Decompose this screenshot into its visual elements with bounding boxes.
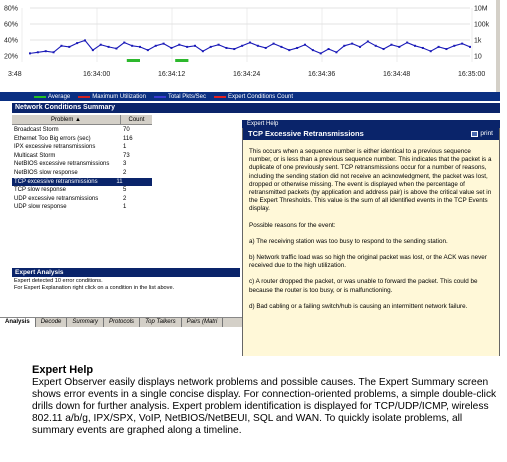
average-point xyxy=(430,50,432,52)
average-point xyxy=(108,46,110,48)
expert-analysis-line: For Expert Explanation right click on a condition in the list above. xyxy=(14,285,175,291)
table-row[interactable] xyxy=(12,160,240,169)
expert-help-header xyxy=(243,128,499,140)
table-row[interactable] xyxy=(12,143,240,152)
caption xyxy=(32,364,502,437)
expert-help-window-title: Expert Help xyxy=(242,120,500,128)
average-point xyxy=(92,49,94,51)
count-cell: 3 xyxy=(123,161,127,168)
average-point xyxy=(155,45,157,47)
average-point xyxy=(37,51,39,53)
summary-table-body xyxy=(12,126,240,212)
average-point xyxy=(367,40,369,42)
average-point xyxy=(123,42,125,44)
average-point xyxy=(257,45,259,47)
legend-item xyxy=(78,94,146,100)
tab-summary[interactable]: Summary xyxy=(67,318,104,327)
table-row[interactable] xyxy=(12,169,240,178)
average-point xyxy=(445,48,447,50)
expert-analysis-title: Expert Analysis xyxy=(12,268,240,277)
tab-protocols[interactable]: Protocols xyxy=(104,318,140,327)
average-point xyxy=(218,44,220,46)
legend-label: Average xyxy=(48,93,71,100)
legend-swatch xyxy=(154,96,166,98)
network-conditions-summary-title: Network Conditions Summary xyxy=(12,103,500,113)
table-row[interactable] xyxy=(12,203,240,212)
help-paragraph: b) Network traffic load was so high the original packet was lost, or the ACK was never received due to the high utilization. xyxy=(249,254,487,270)
average-point xyxy=(280,46,282,48)
print-icon xyxy=(471,131,478,137)
chart-legend xyxy=(0,92,500,101)
y-right-tick-label: 1k xyxy=(474,37,482,45)
problem-cell: Ethernet Too Big errors (sec) xyxy=(14,135,91,142)
average-point xyxy=(202,50,204,52)
average-point xyxy=(335,51,337,53)
average-point xyxy=(296,47,298,49)
count-cell: 116 xyxy=(123,135,133,142)
average-point xyxy=(76,42,78,44)
problem-cell: UDP slow response xyxy=(14,204,67,211)
y-tick-label: 40% xyxy=(4,37,19,45)
caption-heading: Expert Help xyxy=(32,364,94,376)
problem-column-header[interactable]: Problem ▲ xyxy=(12,115,121,124)
caption-body: Expert Observer easily displays network problems and possible causes. The Expert Summary screen shows error events in a single concise display. For connection-oriented problems, a simple double-click drills down for further analysis. Expert problem identification is displayed for TCP/UDP/ICMP, wireless 802.11 a/b/g, IPX/SPX, VoIP, NetBIOS/NetBEUI, SQL and WAN. To quickly isolate problems, all summary events are graphed along a timeline. xyxy=(32,377,497,436)
legend-swatch xyxy=(34,96,46,98)
average-point xyxy=(461,43,463,45)
average-point xyxy=(273,43,275,45)
summary-table-header xyxy=(12,115,152,125)
count-cell: 73 xyxy=(123,152,130,159)
x-tick-label: 3:48 xyxy=(8,71,22,78)
average-point xyxy=(53,51,55,53)
x-tick-label: 16:34:24 xyxy=(233,71,261,78)
legend-label: Maximum Utilization xyxy=(92,93,146,100)
average-point xyxy=(115,48,117,50)
y-right-tick-label: 10M xyxy=(474,5,488,13)
legend-swatch xyxy=(214,96,226,98)
expert-condition-marker xyxy=(127,59,140,62)
average-point xyxy=(29,52,31,54)
average-point xyxy=(170,47,172,49)
count-cell: 11 xyxy=(116,178,123,185)
expert-help-panel xyxy=(242,128,500,356)
x-tick-label: 16:34:36 xyxy=(308,71,336,78)
average-point xyxy=(139,46,141,48)
plot-area xyxy=(30,0,470,62)
count-column-header[interactable]: Count xyxy=(128,117,145,123)
average-point xyxy=(398,46,400,48)
average-point xyxy=(131,45,133,47)
average-point xyxy=(375,45,377,47)
x-axis-ticks xyxy=(8,71,485,78)
print-button[interactable] xyxy=(471,128,499,140)
average-point xyxy=(186,46,188,48)
bottom-empty-area xyxy=(0,327,242,356)
table-row[interactable] xyxy=(12,152,240,161)
problem-cell: IPX excessive retransmissions xyxy=(14,144,96,151)
average-point xyxy=(390,44,392,46)
problem-cell: TCP slow response xyxy=(14,187,66,194)
average-point xyxy=(147,49,149,51)
average-point xyxy=(265,47,267,49)
count-cell: 1 xyxy=(123,204,127,211)
problem-cell: NetBIOS slow response xyxy=(14,169,78,176)
count-cell: 5 xyxy=(123,187,127,194)
y-right-tick-label: 100k xyxy=(474,21,490,29)
expert-help-body xyxy=(243,140,499,311)
tab-top-talkers[interactable]: Top Talkers xyxy=(140,318,182,327)
tab-analysis[interactable]: Analysis xyxy=(0,318,36,327)
x-tick-label: 16:35:00 xyxy=(458,71,486,78)
average-point xyxy=(241,45,243,47)
expert-help-topic-title: TCP Excessive Retransmissions xyxy=(248,129,364,138)
average-point xyxy=(45,50,47,52)
average-point xyxy=(453,45,455,47)
average-point xyxy=(249,42,251,44)
average-point xyxy=(469,46,471,48)
expert-condition-marker xyxy=(175,59,188,62)
legend-label: Expert Conditions Count xyxy=(227,93,293,100)
problem-cell: NetBIOS excessive retransmissions xyxy=(14,161,110,168)
help-paragraph: d) Bad cabling or a failing switch/hub is causing an intermittent network failure. xyxy=(249,302,468,310)
y-axis-right-ticks xyxy=(474,6,490,61)
average-point xyxy=(100,44,102,46)
average-point xyxy=(178,44,180,46)
y-tick-label: 20% xyxy=(4,53,19,61)
expert-analysis-line: Expert detected 10 error conditions. xyxy=(14,278,103,284)
table-row[interactable] xyxy=(12,135,240,144)
y-axis-left-ticks xyxy=(4,6,18,61)
table-row[interactable] xyxy=(12,195,240,204)
help-paragraph: c) A router dropped the packet, or was unable to forward the packet. This could be because the router is too busy, or is malfunctioning. xyxy=(249,278,478,294)
average-point xyxy=(225,47,227,49)
average-point xyxy=(414,45,416,47)
table-row[interactable] xyxy=(12,126,240,135)
average-point xyxy=(343,45,345,47)
problem-cell: Multicast Storm xyxy=(14,152,56,159)
problem-cell: UDP excessive retransmissions xyxy=(14,195,99,202)
legend-item xyxy=(154,94,206,100)
table-row[interactable] xyxy=(12,186,240,195)
average-point xyxy=(194,45,196,47)
average-point xyxy=(233,48,235,50)
table-row[interactable] xyxy=(12,178,152,187)
average-point xyxy=(351,43,353,45)
average-point xyxy=(438,46,440,48)
help-paragraph: This occurs when a sequence number is either identical to a previous sequence number, or is less than a previous sequence number. This indicates that the packet is a duplicate of one previously sent. TCP retransmissions occur for a number of reasons, including the sending station did not receive an acknowledgment, the packet was lost, dropped or otherwise missing. The event is displayed when the percentage of retransmitted packets (by application and address pair) is above the critical value set in the Expert Thresholds. This value is the sum of all identified events in the TCP Events display. xyxy=(249,148,492,213)
x-tick-label: 16:34:00 xyxy=(83,71,111,78)
legend-item xyxy=(214,94,293,100)
average-point xyxy=(60,45,62,47)
expert-analysis-text xyxy=(14,278,242,292)
tab-pairs-matri[interactable]: Pairs (Matri xyxy=(182,318,224,327)
average-point xyxy=(84,39,86,41)
average-point xyxy=(163,43,165,45)
x-tick-label: 16:34:48 xyxy=(383,71,411,78)
count-cell: 1 xyxy=(123,144,127,151)
y-tick-label: 60% xyxy=(4,21,19,29)
help-paragraph: a) The receiving station was too busy to respond to the sending station. xyxy=(249,237,448,245)
count-cell: 70 xyxy=(123,127,130,133)
legend-swatch xyxy=(78,96,90,98)
average-point xyxy=(304,44,306,46)
average-point xyxy=(383,48,385,50)
average-point xyxy=(328,48,330,50)
average-point xyxy=(320,52,322,54)
average-point xyxy=(406,42,408,44)
count-cell: 2 xyxy=(123,195,127,202)
help-paragraph: Possible reasons for the event: xyxy=(249,221,336,229)
average-point xyxy=(288,49,290,51)
problem-cell: TCP excessive retransmissions xyxy=(14,178,98,185)
average-point xyxy=(68,46,70,48)
legend-item xyxy=(34,94,70,100)
average-point xyxy=(210,46,212,48)
average-point xyxy=(359,46,361,48)
utilization-chart xyxy=(0,0,500,92)
average-point xyxy=(312,49,314,51)
tab-decode[interactable]: Decode xyxy=(36,318,68,327)
y-right-tick-label: 10 xyxy=(474,53,482,61)
average-point xyxy=(422,47,424,49)
problem-cell: Broadcast Storm xyxy=(14,127,59,133)
chart-scrollbar[interactable] xyxy=(496,0,500,92)
bottom-tab-bar xyxy=(0,317,242,327)
y-tick-label: 80% xyxy=(4,5,19,13)
x-tick-label: 16:34:12 xyxy=(158,71,186,78)
legend-label: Total Pkts/Sec xyxy=(167,93,206,100)
count-cell: 2 xyxy=(123,169,127,176)
print-label: print xyxy=(480,130,493,137)
